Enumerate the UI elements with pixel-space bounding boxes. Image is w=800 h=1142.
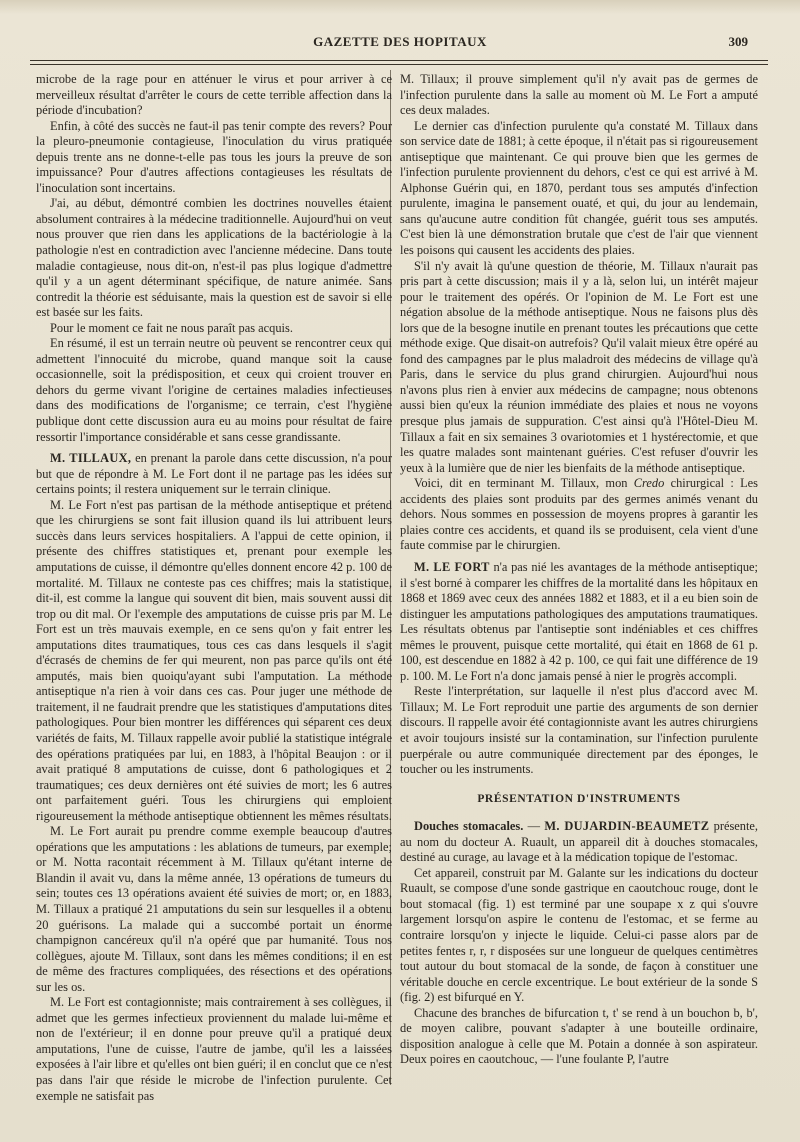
paragraph-text: Voici, dit en terminant M. Tillaux, mon (414, 476, 634, 491)
speaker-name: M. TILLAUX, (50, 451, 132, 466)
paragraph: Cet appareil, construit par M. Galante sur les indications du docteur Ruault, se compose d'une sonde gastrique en caoutchouc rouge, dont le bout stomacal (fig. 1) est terminé par une soupape x z qui s'ouvre largement lorsqu'on aspire le contenu de l'estomac, et se ferme au contraire lorsqu'on y injecte le liquide. Celui-ci passe alors par de petites fentes r, r, r disposées sur une longueur de quelques centimètres tout autour du bout stomacal de la sonde, de façon à constituer une véritable douche en cercle excentrique. Le bout extérieur de la sonde S (fig. 2) est bifurqué en Y. (400, 865, 758, 1005)
paragraph-text: chirurgical : Les accidents des plaies sont produits par des germes animés venant du dehors. Nous sommes en possession de moyens propres à garantir les plaies contre ces accidents, et quand ils se produisent, cela vient d'une faute commise par le chirurgien. (400, 476, 758, 553)
paragraph: S'il n'y avait là qu'une question de théorie, M. Tillaux n'aurait pas pris part à cette discussion; mais il y a là, selon lui, un intérêt majeur pour le traitement des opérés. Or l'opinion de M. Le Fort est une négation absolue de la méthode antiseptique. Nous ne faisons plus dès lors que de la besogne inutile en prenant toutes les précautions que cette méthode exige. Que disait-on autrefois? Qu'il valait mieux être opéré au fond des campagnes par le plus maladroit des médecins de village qu'à Paris, dans le service du plus grand chirurgien. Aujourd'hui nous n'avons plus rien à envier aux médecins de campagne; nous obtenons aussi bien qu'eux la réunion immédiate des plaies et nous ne voyons presque plus jamais de suppuration. C'est ainsi qu'à l'Hôtel-Dieu M. Tillaux a fait en six semaines 3 ovariotomies et 1 hystérectomie, et que les quatre malades sont maintenant guéries. C'est refuser d'ouvrir les yeux à la lumière que de nier les bienfaits de la méthode antiseptique. (400, 258, 758, 475)
paragraph: Pour le moment ce fait ne nous paraît pas acquis. (50, 320, 293, 335)
paragraph (400, 560, 758, 684)
page-edge-shadow (0, 0, 800, 14)
speaker-name: M. LE FORT (414, 559, 490, 574)
paragraph: Chacune des branches de bifurcation t, t' se rend à un bouchon b, b', de moyen calibre, pouvant s'adapter à une bouteille ordinaire, disposition analogue à celle que M. Potain a donnée à son aspirateur. Deux poires en caoutchouc, — l'une foulante P, l'autre (400, 1005, 758, 1067)
page-number: 309 (728, 34, 748, 49)
paragraph: M. Le Fort aurait pu prendre comme exemple beaucoup d'autres opérations que les amputations : les ablations de tumeurs, par exemple; or M. Notta racontait récemment à M. Tillaux qu'étant interne de Blandin il avait vu, dans la même année, 13 opérations de tumeurs du sein; toutes ces 13 opérations avaient été suivies de mort; or, en 1883, M. Tillaux a pratiqué 21 amputations du sein sur lesquelles il a obtenu 20 guérisons. La malade qui a succombé portait un énorme champignon cancéreux qu'il n'a opéré que par humanité. Tous nos collègues, ajoute M. Tillaux, sont dans les mêmes conditions; il en est de même des fractures compliquées, des résections et des opérations sur les os. (36, 824, 392, 994)
section-title: PRÉSENTATION D'INSTRUMENTS (477, 792, 681, 805)
credo-word: Credo (633, 476, 665, 491)
header-rule (30, 60, 768, 65)
paragraph: Le dernier cas d'infection purulente qu'a constaté M. Tillaux dans son service date de 1881; à cette époque, il n'était pas si rigoureusement antiseptique que maintenant. Ce qui prouve bien que les germes de l'infection purulente proviennent du dehors, c'est ce qui est arrivé à M. Alphonse Guérin qui, en 1870, perdant tous ses amputés d'infection purulente, imagina le pansement ouaté, et qui, du jour au lendemain, sans qu'aucune autre condition fût changée, guérit tous ses amputés. C'est bien là une démonstration brutale que c'est de l'air que viennent les poisons qui causent les accidents des plaies. (400, 118, 758, 258)
paragraph: J'ai, au début, démontré combien les doctrines nouvelles étaient absolument contraires à la médecine traditionnelle. Aujourd'hui on veut nous prouver que rien dans les applications de la bactériologie à la pathologie n'est en contradiction avec l'ancienne médecine. Dans toute maladie contagieuse, nous dit-on, n'est-il pas plus logique d'admettre qu'il y a un agent déterminant spécifique, de nature animée. Sans contredit la théorie est séduisante, mais la question est de savoir si elle est basée sur les faits. (36, 196, 392, 320)
page-header (0, 34, 800, 58)
paragraph (400, 819, 758, 866)
running-title: GAZETTE DES HOPITAUX (313, 34, 487, 49)
paragraph: microbe de la rage pour en atténuer le virus et pour arriver à ce merveilleux résultat d'arrêter le cours de cette terrible affection dans la période d'incubation? (36, 72, 392, 118)
dash: — (523, 819, 545, 834)
paragraph: M. Tillaux; il prouve simplement qu'il n'y avait pas de germes de l'infection purulente dans la salle au moment où M. Le Fort a amputé ces deux malades. (400, 72, 758, 118)
paragraph-text: présente, au nom du docteur A. Ruault, un appareil dit à douches stomacales, destiné au curage, au lavage et à la médication topique de l'estomac. (400, 819, 759, 865)
right-column (400, 72, 758, 1068)
speaker-name: M. DUJARDIN-BEAUMETZ (544, 819, 710, 834)
paragraph-text: n'a pas nié les avantages de la méthode antiseptique; il s'est borné à comparer les chiffres de la mortalité dans les hôpitaux en 1868 et 1869 avec ceux des années 1882 et 1883, et il a eu bien soin de distinguer les amputations pathologiques des amputations traumatiques. Les résultats obtenus par l'antiseptie sont indéniables et ces chiffres mêmes le prouvent, puisque cette mortalité, qui était en 1868 de 61 p. 100, est descendue en 1882 à 42 p. 100, ce qui fait une différence de 19 p. 100. M. Le Fort n'a donc jamais pensé à nier le progrès accompli. (400, 559, 759, 683)
paragraph (400, 476, 758, 554)
paragraph: Reste l'interprétation, sur laquelle il n'est plus d'accord avec M. Tillaux; M. Le Fort reproduit une partie des arguments de son dernier discours. Il rappelle avoir été contagionniste avant les autres chirurgiens et avoir toujours insisté sur la contamination, sur l'infection purulente puerpérale ou autre communiquée directement par des éponges, le toucher ou les instruments. (400, 684, 758, 777)
paragraph: M. Le Fort n'est pas partisan de la méthode antiseptique et prétend que les chirurgiens se sont fait illusion quand ils lui attribuent leurs succès dans leurs services hospitaliers. A l'appui de cette opinion, il présente des chiffres statistiques et, prenant pour exemple les amputations de cuisse, il démontre qu'elles donnent encore 42 p. 100 de mortalité. M. Tillaux ne conteste pas ces chiffres; mais la statistique, dit-il, est comme la langue qui souvent dit bien, mais souvent aussi dit trop ou dit mal. Or l'exemple des amputations de cuisse pris par M. Le Fort est un très mauvais exemple, en ce sens qu'on y fait entrer les amputations dites traumatiques, tous ces cas dans lesquels il s'agit d'écrasés de chemins de fer qui meurent, non pas parce qu'ils ont été amputés, mais bien quoiqu'ayant subi l'amputation. La méthode antiseptique n'a rien à voir dans ces cas. Pour juger une méthode de traitement, il ne faudrait prendre que les statistiques d'amputations dites pathologiques. Pour bien montrer les différences qui séparent ces deux variétés de faits, M. Tillaux rappelle avoir publié la statistique intégrale des opérations pratiquées par lui, en 1883, à l'hôpital Beaujon : or il avait pratiqué 8 amputations de cuisse, dont 6 pathologiques et 2 traumatiques; ces deux dernières ont été suivies de mort; les 6 autres ont parfaitement guéri. Tous les chirurgiens qui emploient rigoureusement la méthode antiseptique obtiennent les mêmes résultats. (36, 497, 392, 823)
paragraph (36, 451, 392, 498)
left-column (36, 72, 392, 1104)
item-heading: Douches stomacales. (414, 819, 524, 834)
paragraph: En résumé, il est un terrain neutre où peuvent se rencontrer ceux qui admettent l'innocuité du microbe, quand manque soit la cause occasionnelle, soit la prédisposition, et ceux qui croient trouver en dehors du germe vivant l'origine de certaines maladies infectieuses dans des modifications de l'organisme; ce terrain, c'est l'hygiène publique dont cette discussion aura eu au moins pour résultat de faire ressortir l'importance considérable et sans cesse grandissante. (36, 336, 392, 444)
paragraph: M. Le Fort est contagionniste; mais contrairement à ses collègues, il admet que les germes infectieux proviennent du malade lui-même et non de l'extérieur; il en donne pour preuve qu'il a pratiqué deux amputations, l'une de cuisse, l'autre de jambe, qu'il les a laissées exposées à l'air libre et qu'elles ont bien guéri; il en conclut que ce n'est pas dans l'air que réside le microbe de l'infection purulente. Cet exemple ne satisfait pas (36, 995, 392, 1103)
paragraph: Enfin, à côté des succès ne faut-il pas tenir compte des revers? Pour la pleuro-pneumonie contagieuse, l'inoculation du virus pratiquée depuis trente ans ne donne-t-elle pas tous les jours la preuve de son impuissance? Pour d'autres affections contagieuses les résultats de l'inoculation sont incertains. (36, 118, 392, 195)
paragraph-text: en prenant la parole dans cette discussion, n'a pour but que de répondre à M. Le Fort dont il ne partage pas les idées sur certains points; il restera uniquement sur le terrain clinique. (36, 451, 392, 497)
